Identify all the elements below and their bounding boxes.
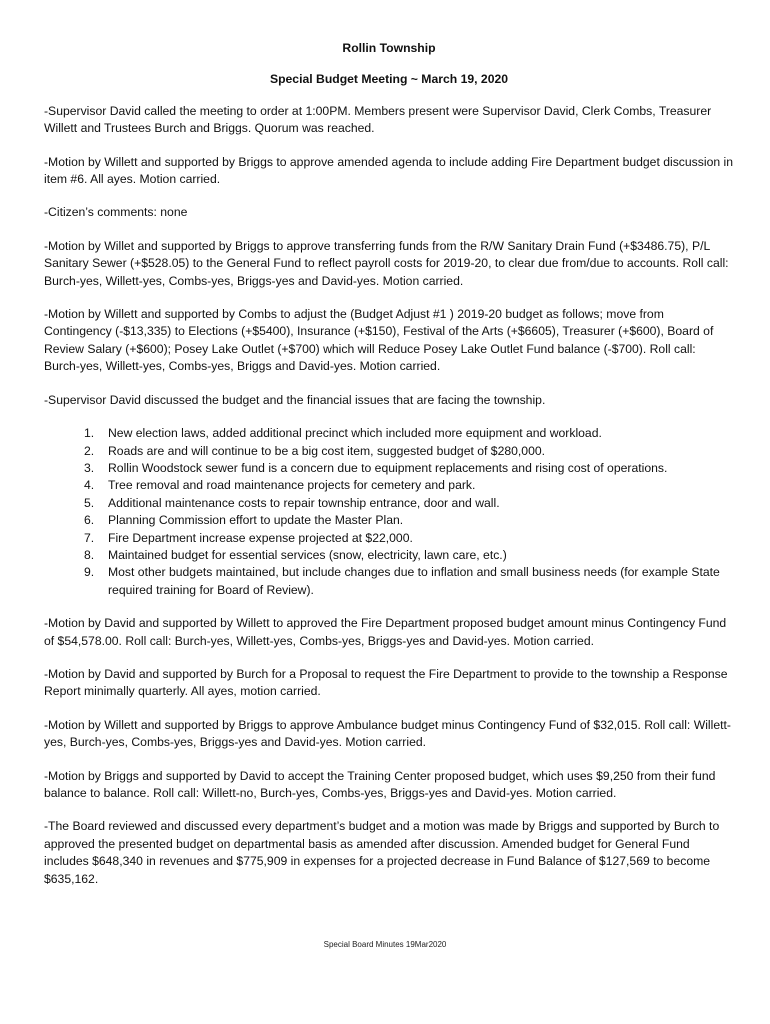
list-item [84, 460, 734, 477]
list-item-text: Maintained budget for essential services (snow, electricity, lawn care, etc.) [108, 547, 507, 562]
list-item [84, 443, 734, 460]
list-item [84, 495, 734, 512]
list-item [84, 425, 734, 442]
paragraph-response-report-motion: -Motion by David and supported by Burch for a Proposal to request the Fire Department to provide to the township a Response Report minimally quarterly. All ayes, motion carried. [44, 666, 728, 699]
list-item-number: 3. [84, 460, 95, 475]
paragraph-citizen-comments: -Citizen’s comments: none [44, 205, 188, 220]
list-item [84, 530, 734, 547]
list-item-text: New election laws, added additional precinct which included more equipment and workload. [108, 426, 602, 441]
paragraph-ambulance-motion: -Motion by Willett and supported by Briggs to approve Ambulance budget minus Contingency Fund of $32,015. Roll call: Willett-yes, Burch-yes, Combs-yes, Briggs-yes and David-yes. Motion carried. [44, 717, 731, 750]
document-subtitle: Special Budget Meeting ~ March 19, 2020 [269, 72, 509, 87]
list-item-number: 1. [84, 426, 95, 441]
paragraph-agenda-motion: -Motion by Willett and supported by Briggs to approve amended agenda to include adding Fire Department budget discussion in item #6. All ayes. Motion carried. [44, 154, 734, 187]
list-item-text: Fire Department increase expense projected at $22,000. [108, 530, 413, 545]
list-item [84, 512, 734, 529]
paragraph-transfer-funds-motion: -Motion by Willet and supported by Briggs to approve transferring funds from the R/W Sanitary Drain Fund (+$3486.75), P/L Sanitary Sewer (+$528.05) to the General Fund to reflect payroll costs for 2019-20, to clear due from/due to accounts. Roll call: Burch-yes, Willett-yes, Combs-yes, Briggs-yes and David-yes. Motion carried. [44, 238, 729, 288]
document-body [44, 40, 734, 888]
list-item-number: 7. [84, 530, 95, 545]
list-item-text: Additional maintenance costs to repair township entrance, door and wall. [108, 495, 500, 510]
budget-issues-list [44, 425, 734, 599]
list-item-text: Tree removal and road maintenance projects for cemetery and park. [108, 478, 476, 493]
list-item-number: 2. [84, 443, 95, 458]
document-title: Rollin Township [342, 41, 436, 55]
list-item-number: 9. [84, 565, 95, 580]
list-item-text: Roads are and will continue to be a big cost item, suggested budget of $280,000. [108, 443, 546, 458]
list-item-number: 4. [84, 478, 95, 493]
list-item-text: Rollin Woodstock sewer fund is a concern due to equipment replacements and rising cost of operations. [108, 460, 668, 475]
paragraph-budget-adjust-motion: -Motion by Willett and supported by Combs to adjust the (Budget Adjust #1 ) 2019-20 budget as follows; move from Contingency (-$13,335) to Elections (+$5400), Insurance (+$150), Festival of the Arts (+$6605), Treasurer (+$600), Board of Review Salary (+$600); Posey Lake Outlet (+$700) which will Reduce Posey Lake Outlet Fund balance (-$700). Roll call: Burch-yes, Willett-yes, Combs-yes, Briggs and David-yes. Motion carried. [44, 307, 714, 374]
list-item [84, 547, 734, 564]
paragraph-call-to-order: -Supervisor David called the meeting to order at 1:00PM. Members present were Supervisor David, Clerk Combs, Treasurer Willett and Trustees Burch and Briggs. Quorum was reached. [44, 103, 712, 136]
paragraph-training-center-motion: -Motion by Briggs and supported by David to accept the Training Center proposed budget, which uses $9,250 from their fund balance to balance. Roll call: Willett-no, Burch-yes, Combs-yes, Briggs-yes and David-yes. Motion carried. [44, 768, 716, 800]
page-footer: Special Board Minutes 19Mar2020 [323, 940, 447, 949]
list-item-number: 5. [84, 495, 95, 510]
list-item [84, 477, 734, 494]
paragraph-fire-department-motion: -Motion by David and supported by Willett to approved the Fire Department proposed budget amount minus Contingency Fund of $54,578.00. Roll call: Burch-yes, Willett-yes, Combs-yes, Briggs-yes and David-yes. Motion carried. [44, 616, 727, 648]
paragraph-budget-discussion: -Supervisor David discussed the budget and the financial issues that are facing the township. [44, 392, 546, 407]
list-item-text: Planning Commission effort to update the Master Plan. [108, 513, 404, 528]
list-item-number: 8. [84, 547, 95, 562]
list-item-number: 6. [84, 513, 95, 528]
list-item [84, 564, 734, 599]
list-item-text: Most other budgets maintained, but include changes due to inflation and small business needs (for example State required training for Board of Review). [108, 565, 720, 597]
paragraph-general-fund-budget: -The Board reviewed and discussed every department’s budget and a motion was made by Briggs and supported by Burch to approved the presented budget on departmental basis as amended after discussion. Amended budget for General Fund includes $648,340 in revenues and $775,909 in expenses for a projected decrease in Fund Balance of $127,569 to become $635,162. [44, 819, 720, 886]
